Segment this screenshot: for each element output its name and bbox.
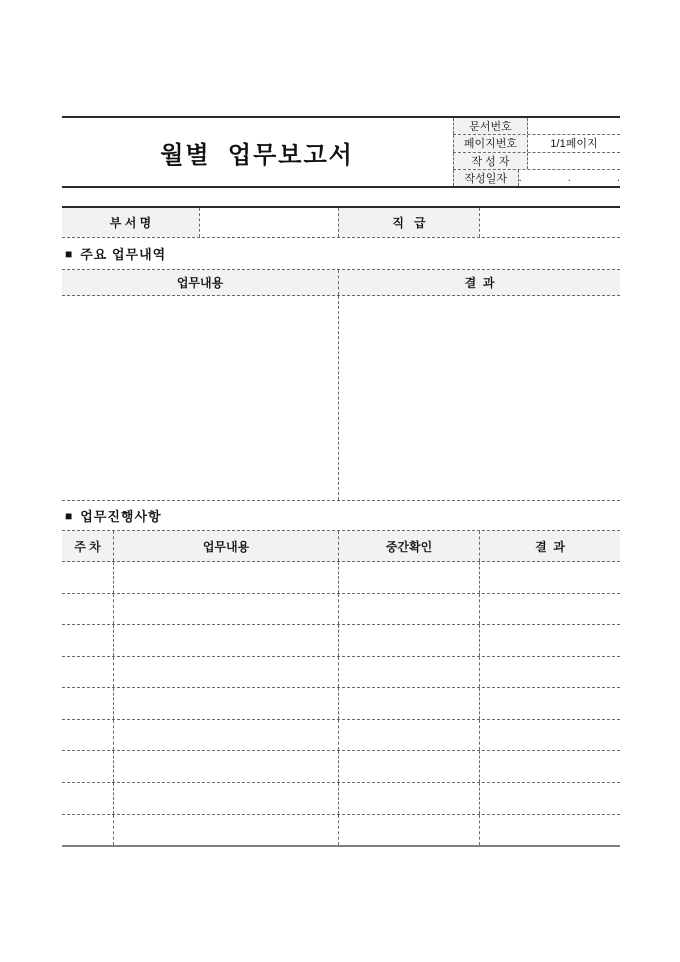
main-section-header	[62, 238, 620, 270]
doc-info-row	[453, 118, 620, 135]
progress-section-title: 업무진행사항	[80, 509, 162, 524]
write-date-value: . . .	[518, 171, 620, 184]
dept-position-row	[62, 206, 620, 238]
table-cell	[479, 783, 620, 814]
table-cell	[338, 720, 479, 751]
doc-info-row	[453, 170, 620, 186]
doc-info-row	[453, 153, 620, 170]
table-cell	[113, 657, 338, 688]
main-section-title: 주요 업무내역	[80, 247, 167, 262]
table-cell	[62, 594, 113, 625]
progress-empty-rows	[62, 562, 620, 847]
table-cell	[479, 562, 620, 593]
table-cell	[113, 720, 338, 751]
doc-info-row	[453, 135, 620, 152]
progress-table-header	[62, 531, 620, 562]
column-header-result: 결 과	[479, 531, 620, 561]
progress-section-header	[62, 501, 620, 531]
table-cell	[62, 720, 113, 751]
table-row	[62, 594, 620, 626]
dept-value-cell	[199, 208, 338, 237]
content-entry-area	[62, 296, 338, 500]
doc-number-value	[528, 118, 620, 134]
column-header-week: 주 차	[74, 539, 101, 554]
table-cell	[338, 815, 479, 846]
table-cell	[338, 688, 479, 719]
table-cell	[62, 688, 113, 719]
table-cell	[113, 751, 338, 782]
main-table-body	[62, 296, 620, 501]
table-row	[62, 815, 620, 846]
table-row	[62, 783, 620, 815]
table-row	[62, 751, 620, 783]
table-cell	[113, 562, 338, 593]
table-cell	[338, 625, 479, 656]
square-bullet-icon: ■	[65, 508, 73, 523]
table-cell	[113, 625, 338, 656]
square-bullet-icon: ■	[65, 246, 73, 261]
table-row	[62, 657, 620, 689]
doc-info-table	[453, 118, 620, 186]
table-row	[62, 562, 620, 594]
table-cell	[62, 657, 113, 688]
page-number-value: 1/1페이지	[550, 138, 598, 151]
main-table-header	[62, 270, 620, 296]
table-row	[62, 625, 620, 657]
table-cell	[113, 783, 338, 814]
table-cell	[62, 751, 113, 782]
table-cell	[338, 594, 479, 625]
title-band	[62, 116, 620, 188]
dept-label: 부 서 명	[62, 208, 199, 237]
table-cell	[113, 594, 338, 625]
position-label: 직 급	[338, 208, 479, 237]
position-value-cell	[479, 208, 620, 237]
table-cell	[113, 815, 338, 846]
table-row	[62, 720, 620, 752]
table-row	[62, 688, 620, 720]
author-value	[528, 153, 620, 169]
table-cell	[62, 625, 113, 656]
table-cell	[62, 815, 113, 846]
result-entry-area	[338, 296, 620, 500]
column-header-result: 결 과	[338, 270, 620, 295]
column-header-check: 중간확인	[338, 531, 479, 561]
author-label: 작 성 자	[453, 153, 528, 169]
table-cell	[338, 562, 479, 593]
table-cell	[113, 688, 338, 719]
table-cell	[479, 688, 620, 719]
table-cell	[479, 657, 620, 688]
table-cell	[479, 751, 620, 782]
table-cell	[62, 562, 113, 593]
table-cell	[338, 783, 479, 814]
table-cell	[338, 657, 479, 688]
column-header-content: 업무내용	[176, 276, 224, 290]
table-cell	[479, 594, 620, 625]
page-title: 월별 업무보고서	[160, 141, 354, 169]
table-cell	[62, 783, 113, 814]
doc-number-label: 문서번호	[453, 118, 528, 134]
table-cell	[338, 751, 479, 782]
table-cell	[479, 720, 620, 751]
write-date-label: 작성일자	[453, 170, 519, 186]
page-number-label: 페이지번호	[453, 135, 528, 151]
table-cell	[479, 815, 620, 846]
table-cell	[479, 625, 620, 656]
column-header-content: 업무내용	[113, 531, 338, 561]
